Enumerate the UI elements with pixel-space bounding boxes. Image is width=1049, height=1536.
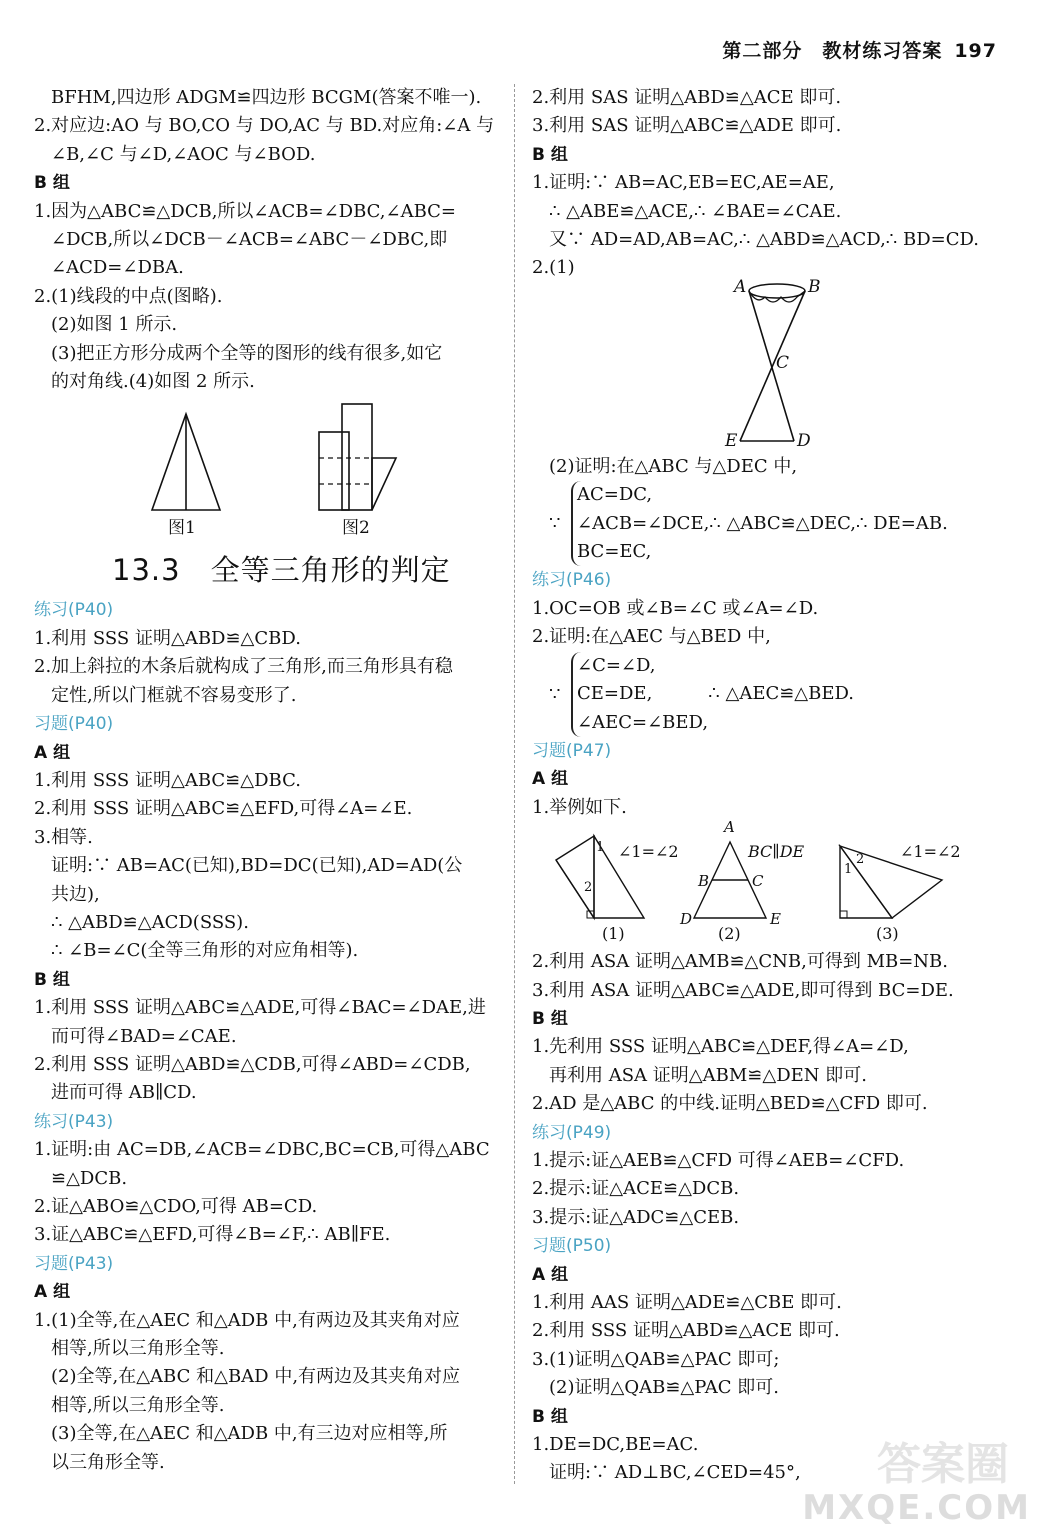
figures-1-2 <box>34 396 504 544</box>
ex1-note: ∠1=∠2 <box>618 842 679 862</box>
text-line: (3)把正方形分成两个全等的图形的线有很多,如它 <box>51 342 443 364</box>
group-heading: B 组 <box>34 173 70 194</box>
group-heading: B 组 <box>532 1406 568 1427</box>
ex2-note: BC∥DE <box>748 842 805 862</box>
fig1-caption: 图1 <box>168 518 196 539</box>
text-line: 2.对应边:AO 与 BO,CO 与 DO,AC 与 BD.对应角:∠A 与 <box>34 115 495 137</box>
ex2-label-A: A <box>724 818 735 837</box>
text-line: 3.利用 SAS 证明△ABC≌△ADE 即可. <box>532 115 842 137</box>
text-line: 2.证明:在△AEC 与△BED 中, <box>532 626 771 648</box>
text-line: 2.利用 SSS 证明△ABD≌△CDB,可得∠ABD=∠CDB, <box>34 1053 471 1075</box>
text-line: 3.利用 ASA 证明△ABC≌△ADE,即可得到 BC=DE. <box>532 979 954 1001</box>
fig2-triangle <box>372 458 396 510</box>
text-line: 1.利用 SSS 证明△ABC≌△DBC. <box>34 769 301 791</box>
text-line: (2)证明:在△ABC 与△DEC 中, <box>549 455 798 477</box>
text-line: 而可得∠BAD=∠CAE. <box>51 1025 237 1047</box>
text-line: ∠C=∠D, <box>577 654 656 676</box>
ex1-caption: (1) <box>602 924 625 944</box>
text-line: ∠ACB=∠DCE,∴ △ABC≌△DEC,∴ DE=AB. <box>577 512 948 534</box>
text-line: ≌△DCB. <box>51 1167 128 1189</box>
because-symbol: ∵ <box>549 683 561 705</box>
text-line: BFHM,四边形 ADGM≌四边形 BCGM(答案不唯一). <box>51 87 482 108</box>
text-line: 3.相等. <box>34 826 93 848</box>
group-heading: B 组 <box>532 1008 568 1029</box>
text-line: 2.(1)线段的中点(图略). <box>34 285 223 307</box>
text-line: 定性,所以门框就不容易变形了. <box>51 684 297 706</box>
section-title: 13.3 全等三角形的判定 <box>112 553 451 588</box>
text-line: 1.证明:由 AC=DB,∠ACB=∠DBC,BC=CB,可得△ABC <box>34 1139 490 1161</box>
text-line: 2.利用 SSS 证明△ABD≌△ACE 即可. <box>532 1320 840 1342</box>
ex3-note: ∠1=∠2 <box>900 842 961 862</box>
text-line: 2.加上斜拉的木条后就构成了三角形,而三角形具有稳 <box>34 656 453 678</box>
text-line: (2)证明△QAB≌△PAC 即可. <box>549 1377 779 1399</box>
label-A: A <box>734 276 747 297</box>
group-heading: A 组 <box>532 1264 569 1285</box>
because-symbol: ∵ <box>549 513 561 535</box>
header-section: 第二部分 教材练习答案 <box>722 40 943 62</box>
text-line: 1.利用 AAS 证明△ADE≌△CBE 即可. <box>532 1292 842 1313</box>
lake-top <box>749 284 805 298</box>
right-column <box>532 84 1012 1488</box>
ex3-angle2: 2 <box>856 852 865 868</box>
label-C: C <box>776 352 790 373</box>
text-line: 的对角线.(4)如图 2 所示. <box>51 371 255 393</box>
text-line: 2.利用 ASA 证明△AMB≌△CNB,可得到 MB=NB. <box>532 951 949 973</box>
text-line: 1.因为△ABC≌△DCB,所以∠ACB=∠DBC,∠ABC= <box>34 200 457 222</box>
text-line: (3)全等,在△AEC 和△ADB 中,有三边对应相等,所 <box>51 1423 448 1445</box>
fig2-square-a <box>342 404 372 510</box>
group-heading: B 组 <box>532 144 568 165</box>
text-line: 1.利用 SSS 证明△ABD≌△CBD. <box>34 627 301 649</box>
text-line: 2.利用 SAS 证明△ABD≌△ACE 即可. <box>532 87 842 108</box>
ex3-caption: (3) <box>876 924 899 944</box>
text-line: BC=EC, <box>577 541 652 563</box>
text-line: 3.提示:证△ADC≌△CEB. <box>532 1206 740 1228</box>
text-line: 相等,所以三角形全等. <box>51 1394 225 1416</box>
ex1-angle1: 1 <box>596 840 605 856</box>
brace-block-1 <box>532 481 1012 566</box>
group-heading: B 组 <box>34 969 70 990</box>
text-line: ∠DCB,所以∠DCB－∠ACB=∠ABC－∠DBC,即 <box>51 229 448 251</box>
ex1-tri-a <box>556 836 594 918</box>
text-line: 以三角形全等. <box>51 1451 165 1473</box>
brace-lines <box>571 652 854 737</box>
text-line: 再利用 ASA 证明△ABM≌△DEN 即可. <box>549 1064 867 1086</box>
text-line: ∠ACD=∠DBA. <box>51 257 184 279</box>
ex2-label-D: D <box>680 910 693 929</box>
text-line: 2.AD 是△ABC 的中线.证明△BED≌△CFD 即可. <box>532 1093 928 1115</box>
ex3-right-angle <box>840 911 847 918</box>
text-line: 1.利用 SSS 证明△ABC≌△ADE,可得∠BAC=∠DAE,进 <box>34 997 486 1019</box>
exercise-heading: 练习(P43) <box>34 1111 114 1132</box>
exercise-heading: 习题(P50) <box>532 1236 612 1257</box>
text-line: ∴ △ABE≌△ACE,∴ ∠BAE=∠CAE. <box>549 200 842 222</box>
text-line: CE=DE, ∴ △AEC≌△BED. <box>577 683 855 705</box>
label-B: B <box>808 276 821 297</box>
column-divider <box>514 84 515 1484</box>
text-line: 1.OC=OB 或∠B=∠C 或∠A=∠D. <box>532 597 819 619</box>
page-number: 197 <box>954 40 997 62</box>
exercise-heading: 习题(P47) <box>532 740 612 761</box>
ex2-caption: (2) <box>718 924 741 944</box>
brace-lines <box>571 481 948 566</box>
text-line: 1.(1)全等,在△AEC 和△ADB 中,有两边及其夹角对应 <box>34 1309 460 1331</box>
exercise-heading: 习题(P40) <box>34 714 114 735</box>
text-line: 3.(1)证明△QAB≌△PAC 即可; <box>532 1348 780 1370</box>
example-figures <box>532 818 1012 948</box>
text-line: 1.提示:证△AEB≌△CFD 可得∠AEB=∠CFD. <box>532 1149 905 1171</box>
hourglass-drawing <box>532 283 1012 453</box>
ex2-label-B: B <box>698 872 710 891</box>
line-BE <box>740 291 805 441</box>
exercise-heading: 练习(P46) <box>532 570 612 591</box>
text-line: 相等,所以三角形全等. <box>51 1338 225 1360</box>
text-line: 证明:∵ AD⊥BC,∠CED=45°, <box>549 1462 801 1484</box>
ex2-label-C: C <box>752 872 764 891</box>
left-column <box>34 84 504 1477</box>
text-line: 1.举例如下. <box>532 796 627 818</box>
text-line: ∠B,∠C 与∠D,∠AOC 与∠BOD. <box>51 143 316 165</box>
text-line: 1.先利用 SSS 证明△ABC≌△DEF,得∠A=∠D, <box>532 1036 909 1058</box>
figure-drawing <box>34 396 504 544</box>
group-heading: A 组 <box>532 769 569 790</box>
text-line: 1.证明:∵ AB=AC,EB=EC,AE=AE, <box>532 172 835 194</box>
text-line: 1.DE=DC,BE=AC. <box>532 1434 699 1456</box>
text-line: 证明:∵ AB=AC(已知),BD=DC(已知),AD=AD(公 <box>51 855 463 877</box>
fig2-caption: 图2 <box>342 518 370 539</box>
text-line: 2.利用 SSS 证明△ABC≌△EFD,可得∠A=∠E. <box>34 798 413 820</box>
text-line: 3.证△ABC≌△EFD,可得∠B=∠F,∴ AB∥FE. <box>34 1224 391 1246</box>
text-line: 2.(1) <box>532 257 575 279</box>
brace-block-2 <box>532 652 1012 737</box>
watermark-text: MXQE.COM <box>802 1488 1031 1528</box>
text-line: ∴ ∠B=∠C(全等三角形的对应角相等). <box>51 940 359 962</box>
page-header <box>722 36 997 63</box>
text-line: ∠AEC=∠BED, <box>577 711 709 733</box>
text-line: 2.提示:证△ACE≌△DCB. <box>532 1178 740 1200</box>
watermark-logo: 答案圈 <box>877 1439 1009 1490</box>
fig2-square-b <box>319 432 349 510</box>
text-line: 进而可得 AB∥CD. <box>51 1082 197 1104</box>
exercise-heading: 习题(P43) <box>34 1253 114 1274</box>
text-line: (2)全等,在△ABC 和△BAD 中,有两边及其夹角对应 <box>51 1366 461 1388</box>
text-line: (2)如图 1 所示. <box>51 314 178 336</box>
group-heading: A 组 <box>34 742 71 763</box>
text-line: 又∵ AD=AD,AB=AC,∴ △ABD≌△ACD,∴ BD=CD. <box>549 229 979 251</box>
ex2-label-E: E <box>770 910 781 929</box>
label-E: E <box>725 430 738 451</box>
text-line: AC=DC, <box>577 484 653 506</box>
exercise-heading: 练习(P49) <box>532 1122 612 1143</box>
text-line: ∴ △ABD≌△ACD(SSS). <box>51 911 249 933</box>
exercise-heading: 练习(P40) <box>34 600 114 621</box>
label-D: D <box>797 430 811 451</box>
text-line: 共边), <box>51 883 100 905</box>
ex3-angle1: 1 <box>844 862 853 878</box>
group-heading: A 组 <box>34 1282 71 1303</box>
ex1-angle2: 2 <box>584 880 593 896</box>
text-line: 2.证△ABO≌△CDO,可得 AB=CD. <box>34 1196 318 1217</box>
hourglass-figure <box>532 276 1012 453</box>
